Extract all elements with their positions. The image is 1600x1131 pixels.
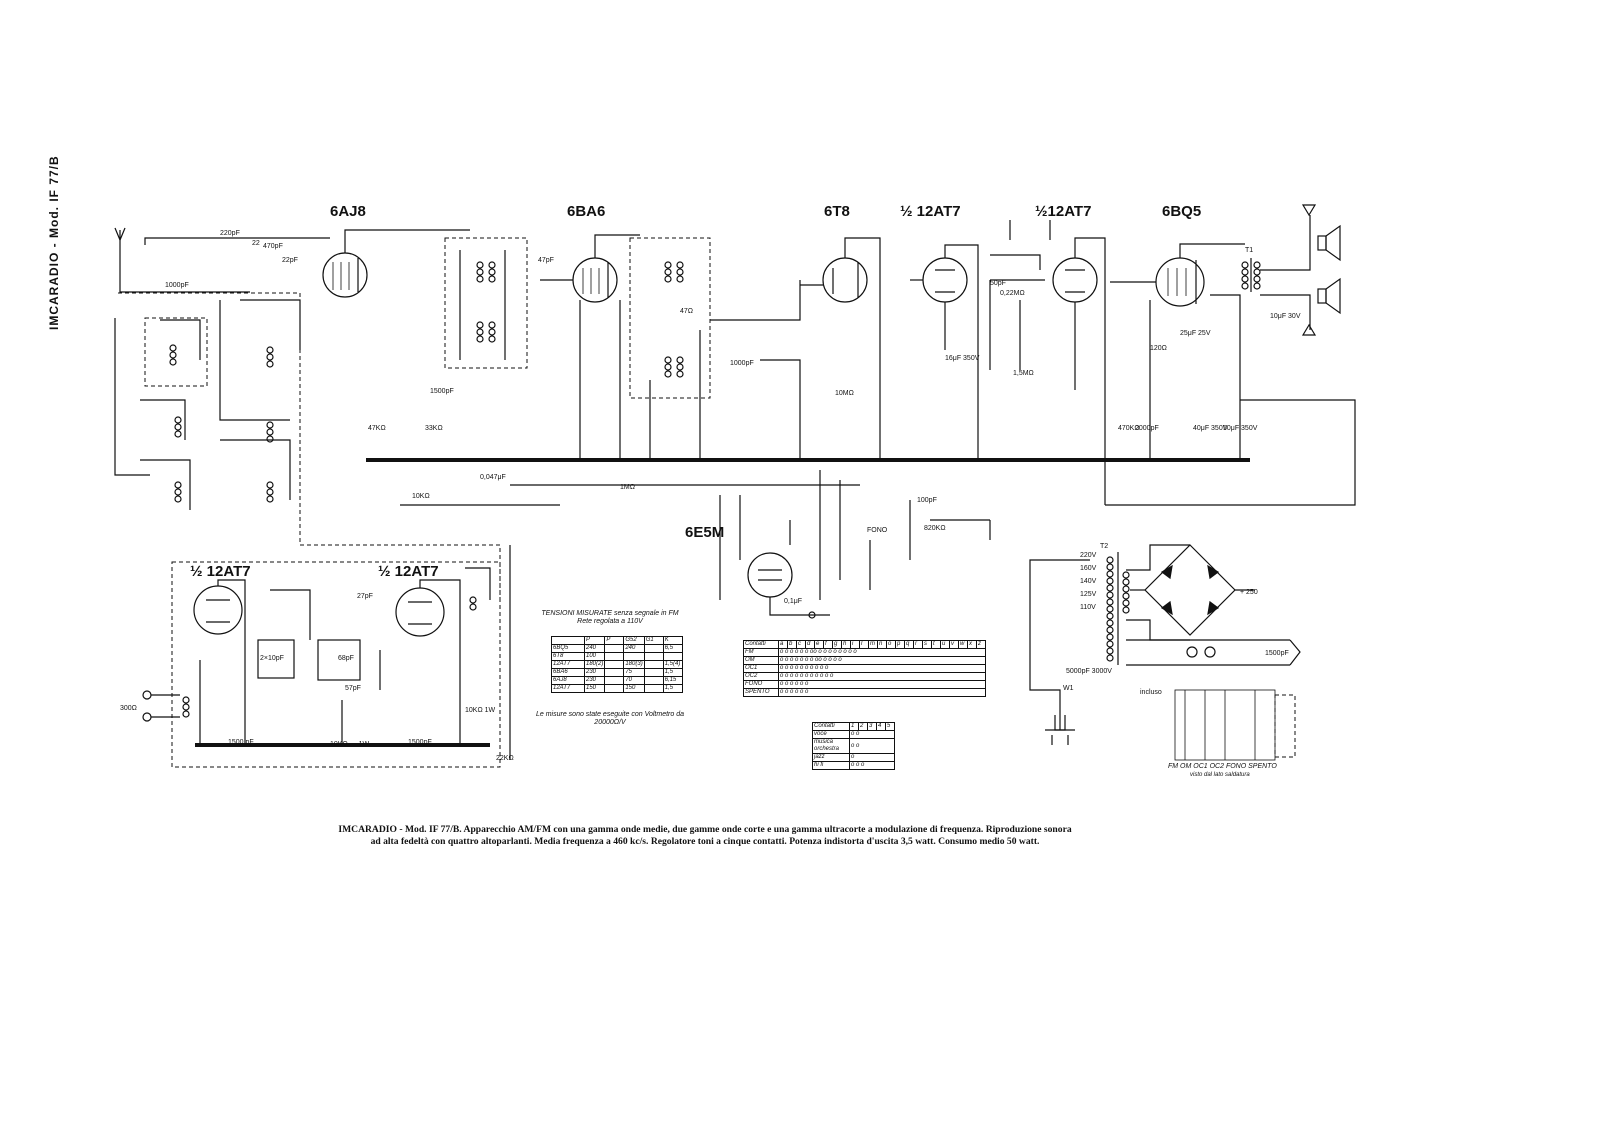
label-01uf: 0,1μF bbox=[784, 598, 803, 605]
tone-contact-table bbox=[812, 722, 895, 770]
tube-6ba6 bbox=[540, 235, 640, 302]
tension-table-note: Le misure sono state eseguite con Voltmetro da 20000Ω/V bbox=[536, 711, 684, 726]
label-1500pf: 1500pF bbox=[430, 388, 454, 395]
tube-label-12at7-fm1: ½ 12AT7 bbox=[190, 563, 251, 580]
table-cell: 6T8 bbox=[552, 653, 585, 661]
fm-antenna-input bbox=[143, 691, 189, 721]
label-2x10pf: 2×10pF bbox=[260, 655, 284, 662]
tension-table-title: TENSIONI MISURATE senza segnale in FM Rete regolata a 110V bbox=[541, 610, 679, 625]
caption-line-1: IMCARADIO - Mod. IF 77/B. Apparecchio AM/FM con una gamma onde medie, due gamme onde corte e una gamma ultracorte a modulazione di frequenza. Riproduzione sonora bbox=[338, 824, 1072, 835]
label-1000pf: 1000pF bbox=[165, 282, 189, 289]
table-cell bbox=[605, 677, 624, 685]
table-cell: Contatti bbox=[744, 641, 779, 649]
tube-label-6e5m: 6E5M bbox=[685, 524, 725, 541]
coil-group-left bbox=[115, 300, 300, 510]
tube-label-6t8: 6T8 bbox=[824, 203, 850, 220]
table-cell: 1 bbox=[850, 723, 859, 731]
table-cell: m bbox=[869, 641, 878, 649]
table-cell: G1 bbox=[644, 637, 663, 645]
table-cell bbox=[605, 669, 624, 677]
if-transformer-1 bbox=[445, 238, 527, 368]
label-22k: 22KΩ bbox=[496, 755, 514, 762]
label-1m: 1MΩ bbox=[620, 484, 635, 491]
table-cell: t bbox=[932, 641, 941, 649]
rf-coil-box bbox=[145, 318, 207, 386]
table-cell bbox=[605, 645, 624, 653]
table-cell bbox=[663, 653, 682, 661]
table-cell: 70 bbox=[624, 677, 644, 685]
label-110v: 110V bbox=[1080, 604, 1096, 611]
figure-caption bbox=[240, 824, 1170, 848]
table-cell bbox=[552, 637, 585, 645]
caption-line-2: ad alta fedeltà con quattro altoparlanti. Media frequenza a 460 kc/s. Regolatore toni a cinque contatti. Potenza indistorta d'uscita 3,5 watt. Consumo medio 50 watt. bbox=[370, 836, 1040, 847]
table-cell: 2 bbox=[859, 723, 868, 731]
table-cell: o o o o o o o oo o o o o bbox=[779, 657, 986, 665]
label-125v: 125V bbox=[1080, 591, 1097, 598]
table-cell: g bbox=[833, 641, 842, 649]
table-cell: FM bbox=[744, 649, 779, 657]
tube-label-12at7-b: ½12AT7 bbox=[1035, 203, 1092, 220]
label-470k: 470KΩ bbox=[1118, 425, 1140, 432]
table-cell: 230 bbox=[585, 669, 605, 677]
tube-label-12at7-a: ½ 12AT7 bbox=[900, 203, 961, 220]
tube-6t8 bbox=[760, 238, 880, 460]
label-1000pf-b: 1000pF bbox=[730, 360, 754, 367]
table-cell: i bbox=[851, 641, 860, 649]
table-cell: 6BQ5 bbox=[552, 645, 585, 653]
label-2000pf: 2000pF bbox=[1135, 425, 1159, 432]
table-row bbox=[744, 665, 986, 673]
tension-table bbox=[551, 636, 683, 693]
label-1500pf-c: 1500pF bbox=[408, 739, 432, 746]
if-transformer-2 bbox=[630, 238, 710, 398]
table-cell bbox=[644, 661, 663, 669]
table-cell: voce bbox=[813, 731, 850, 739]
label-33k: 33KΩ bbox=[425, 425, 443, 432]
label-16uf: 16μF 350V bbox=[945, 355, 980, 362]
table-cell: P bbox=[605, 637, 624, 645]
tube-label-12at7-fm2: ½ 12AT7 bbox=[378, 563, 439, 580]
table-cell: 1,5 bbox=[663, 685, 682, 693]
table-cell bbox=[605, 661, 624, 669]
table-cell: 5 bbox=[886, 723, 895, 731]
table-cell: o o o o o o oo o o o o o o o o bbox=[779, 649, 986, 657]
table-row bbox=[744, 689, 986, 697]
label-fono: FONO bbox=[867, 527, 888, 534]
table-cell: 100 bbox=[585, 653, 605, 661]
table-cell: z bbox=[977, 641, 986, 649]
table-cell: 3 bbox=[868, 723, 877, 731]
table-cell bbox=[644, 669, 663, 677]
label-27pf: 27pF bbox=[357, 593, 373, 600]
table-cell bbox=[605, 653, 624, 661]
label-10k-1w-b: 10KΩ 1W bbox=[465, 707, 496, 714]
table-row bbox=[552, 645, 683, 653]
tube-label-6aj8: 6AJ8 bbox=[330, 203, 366, 220]
table-row bbox=[552, 677, 683, 685]
label-50uf: 50μF 350V bbox=[1223, 425, 1258, 432]
table-cell: 230 bbox=[585, 677, 605, 685]
table-cell: o o o bbox=[850, 762, 895, 770]
table-row bbox=[552, 661, 683, 669]
label-40uf: 40μF 350V bbox=[1193, 425, 1228, 432]
table-row bbox=[552, 637, 683, 645]
switch-contact-table bbox=[743, 640, 986, 697]
label-22: 22 bbox=[252, 240, 260, 247]
label-1-5m: 1,5MΩ bbox=[1013, 370, 1034, 377]
table-cell: OM bbox=[744, 657, 779, 665]
table-cell: hi fi bbox=[813, 762, 850, 770]
label-220v: 220V bbox=[1080, 552, 1097, 559]
fm-tuner-box bbox=[172, 562, 500, 767]
table-row bbox=[744, 673, 986, 681]
table-cell: o o o o o o bbox=[779, 689, 986, 697]
label-10k: 10KΩ bbox=[412, 493, 430, 500]
side-title: IMCARADIO - Mod. IF 77/B bbox=[47, 155, 61, 330]
label-022m: 0,22MΩ bbox=[1000, 290, 1025, 297]
label-47pf: 47pF bbox=[538, 257, 554, 264]
label-5000pf: 5000pF 3000V bbox=[1066, 668, 1112, 675]
label-470pf: 470pF bbox=[263, 243, 283, 250]
label-plus250: + 250 bbox=[1240, 589, 1258, 596]
label-1500pf-b: 1500 pF bbox=[228, 739, 254, 746]
label-50pf: 50pF bbox=[990, 280, 1006, 287]
label-t1: T1 bbox=[1245, 247, 1254, 254]
table-cell: 1,5(4) bbox=[664, 661, 681, 667]
table-row bbox=[813, 731, 895, 739]
label-47: 47Ω bbox=[680, 308, 694, 315]
label-100pf: 100pF bbox=[917, 497, 937, 504]
tube-6aj8 bbox=[323, 230, 470, 297]
table-row bbox=[552, 685, 683, 693]
label-68pf: 68pF bbox=[338, 655, 354, 662]
label-57pf: 57pF bbox=[345, 685, 361, 692]
label-10k-1w: 10KΩ — 1W bbox=[330, 741, 370, 748]
antenna-icon bbox=[115, 228, 125, 262]
table-cell: v bbox=[950, 641, 959, 649]
label-w1: W1 bbox=[1063, 685, 1074, 692]
label-820k: 820KΩ bbox=[924, 525, 946, 532]
table-cell bbox=[644, 677, 663, 685]
label-120ohm: 120Ω bbox=[1150, 345, 1167, 352]
label-0047uf: 0,047μF bbox=[480, 474, 506, 481]
table-cell: 240 bbox=[624, 645, 644, 653]
table-cell: r bbox=[914, 641, 923, 649]
table-cell: musica orchestra bbox=[813, 739, 850, 754]
switch-positions-label: FM OM OC1 OC2 FONO SPENTO bbox=[1168, 763, 1277, 770]
table-cell: 4 bbox=[877, 723, 886, 731]
label-47k: 47KΩ bbox=[368, 425, 386, 432]
table-cell: 6BA6 bbox=[552, 669, 585, 677]
label-25uf: 25μF 25V bbox=[1180, 330, 1211, 337]
table-cell bbox=[644, 645, 663, 653]
tube-12at7-fm1 bbox=[194, 580, 245, 745]
table-cell: c bbox=[797, 641, 806, 649]
tube-label-6bq5: 6BQ5 bbox=[1162, 203, 1202, 220]
table-cell: K bbox=[663, 637, 682, 645]
label-t2: T2 bbox=[1100, 543, 1109, 550]
table-cell: o o o o o o o o o o bbox=[779, 665, 986, 673]
table-row bbox=[744, 657, 986, 665]
table-cell: o o bbox=[850, 731, 895, 739]
table-row bbox=[744, 641, 986, 649]
table-cell: p bbox=[896, 641, 905, 649]
table-cell: l bbox=[860, 641, 869, 649]
label-1500pf-d: 1500pF bbox=[1265, 650, 1289, 657]
table-cell: OC1 bbox=[744, 665, 779, 673]
table-cell: q bbox=[905, 641, 914, 649]
table-cell: 75 bbox=[624, 669, 644, 677]
table-cell: 180(3) bbox=[625, 661, 643, 667]
table-cell: SPENTO bbox=[744, 689, 779, 697]
table-row bbox=[813, 762, 895, 770]
label-140v: 140V bbox=[1080, 578, 1097, 585]
table-cell: 12AT7 bbox=[552, 661, 585, 669]
table-cell: OC2 bbox=[744, 673, 779, 681]
table-cell: o bbox=[887, 641, 896, 649]
table-cell: n bbox=[878, 641, 887, 649]
table-cell bbox=[624, 653, 644, 661]
table-cell bbox=[644, 653, 663, 661]
table-row bbox=[552, 669, 683, 677]
table-cell: Contatti bbox=[813, 723, 850, 731]
table-row bbox=[813, 754, 895, 762]
table-cell: 150 bbox=[585, 685, 605, 693]
tube-12at7-b bbox=[1053, 238, 1105, 505]
table-cell: d bbox=[806, 641, 815, 649]
bridge-rectifier bbox=[1130, 545, 1255, 635]
table-cell: u bbox=[941, 641, 950, 649]
label-220pf: 220pF bbox=[220, 230, 240, 237]
table-cell: b bbox=[788, 641, 797, 649]
label-160v: 160V bbox=[1080, 565, 1097, 572]
switch-view bbox=[1175, 690, 1295, 760]
label-10m: 10MΩ bbox=[835, 390, 854, 397]
table-cell: o o o o o o o o o o o bbox=[779, 673, 986, 681]
switch-view-note: visto dal lato saldatura bbox=[1190, 772, 1250, 778]
table-cell: G52 bbox=[624, 637, 644, 645]
table-cell: h bbox=[842, 641, 851, 649]
table-cell bbox=[605, 685, 624, 693]
table-cell: o o bbox=[850, 739, 895, 754]
table-cell: FONO bbox=[744, 681, 779, 689]
table-cell: 6,5 bbox=[663, 645, 682, 653]
table-cell: 150 bbox=[624, 685, 644, 693]
tube-12at7-a bbox=[910, 245, 978, 460]
label-10uf: 10μF 30V bbox=[1270, 313, 1301, 320]
table-cell: f bbox=[824, 641, 833, 649]
label-22pf: 22pF bbox=[282, 257, 298, 264]
table-cell: w bbox=[959, 641, 968, 649]
table-cell: 1,5 bbox=[663, 669, 682, 677]
table-cell: jazz bbox=[813, 754, 850, 762]
label-incluso: incluso bbox=[1140, 689, 1162, 696]
label-300ohm: 300Ω bbox=[120, 705, 137, 712]
table-cell: a bbox=[779, 641, 788, 649]
tube-6e5m bbox=[720, 495, 830, 618]
table-cell: o o o o o o bbox=[779, 681, 986, 689]
table-cell: o bbox=[850, 754, 895, 762]
tube-label-6ba6: 6BA6 bbox=[567, 203, 606, 220]
table-cell: 6AJ8 bbox=[552, 677, 585, 685]
table-row bbox=[813, 723, 895, 731]
table-row bbox=[552, 653, 683, 661]
table-cell: 180(2) bbox=[586, 661, 604, 667]
table-cell: e bbox=[815, 641, 824, 649]
table-cell: s bbox=[923, 641, 932, 649]
table-row bbox=[744, 681, 986, 689]
table-cell bbox=[644, 685, 663, 693]
table-cell: 6,15 bbox=[663, 677, 682, 685]
table-row bbox=[744, 649, 986, 657]
tube-12at7-fm2 bbox=[396, 580, 460, 745]
table-row bbox=[813, 739, 895, 754]
table-cell: 12AT7 bbox=[552, 685, 585, 693]
table-cell: P bbox=[585, 637, 605, 645]
table-cell: 240 bbox=[585, 645, 605, 653]
table-cell: x bbox=[968, 641, 977, 649]
